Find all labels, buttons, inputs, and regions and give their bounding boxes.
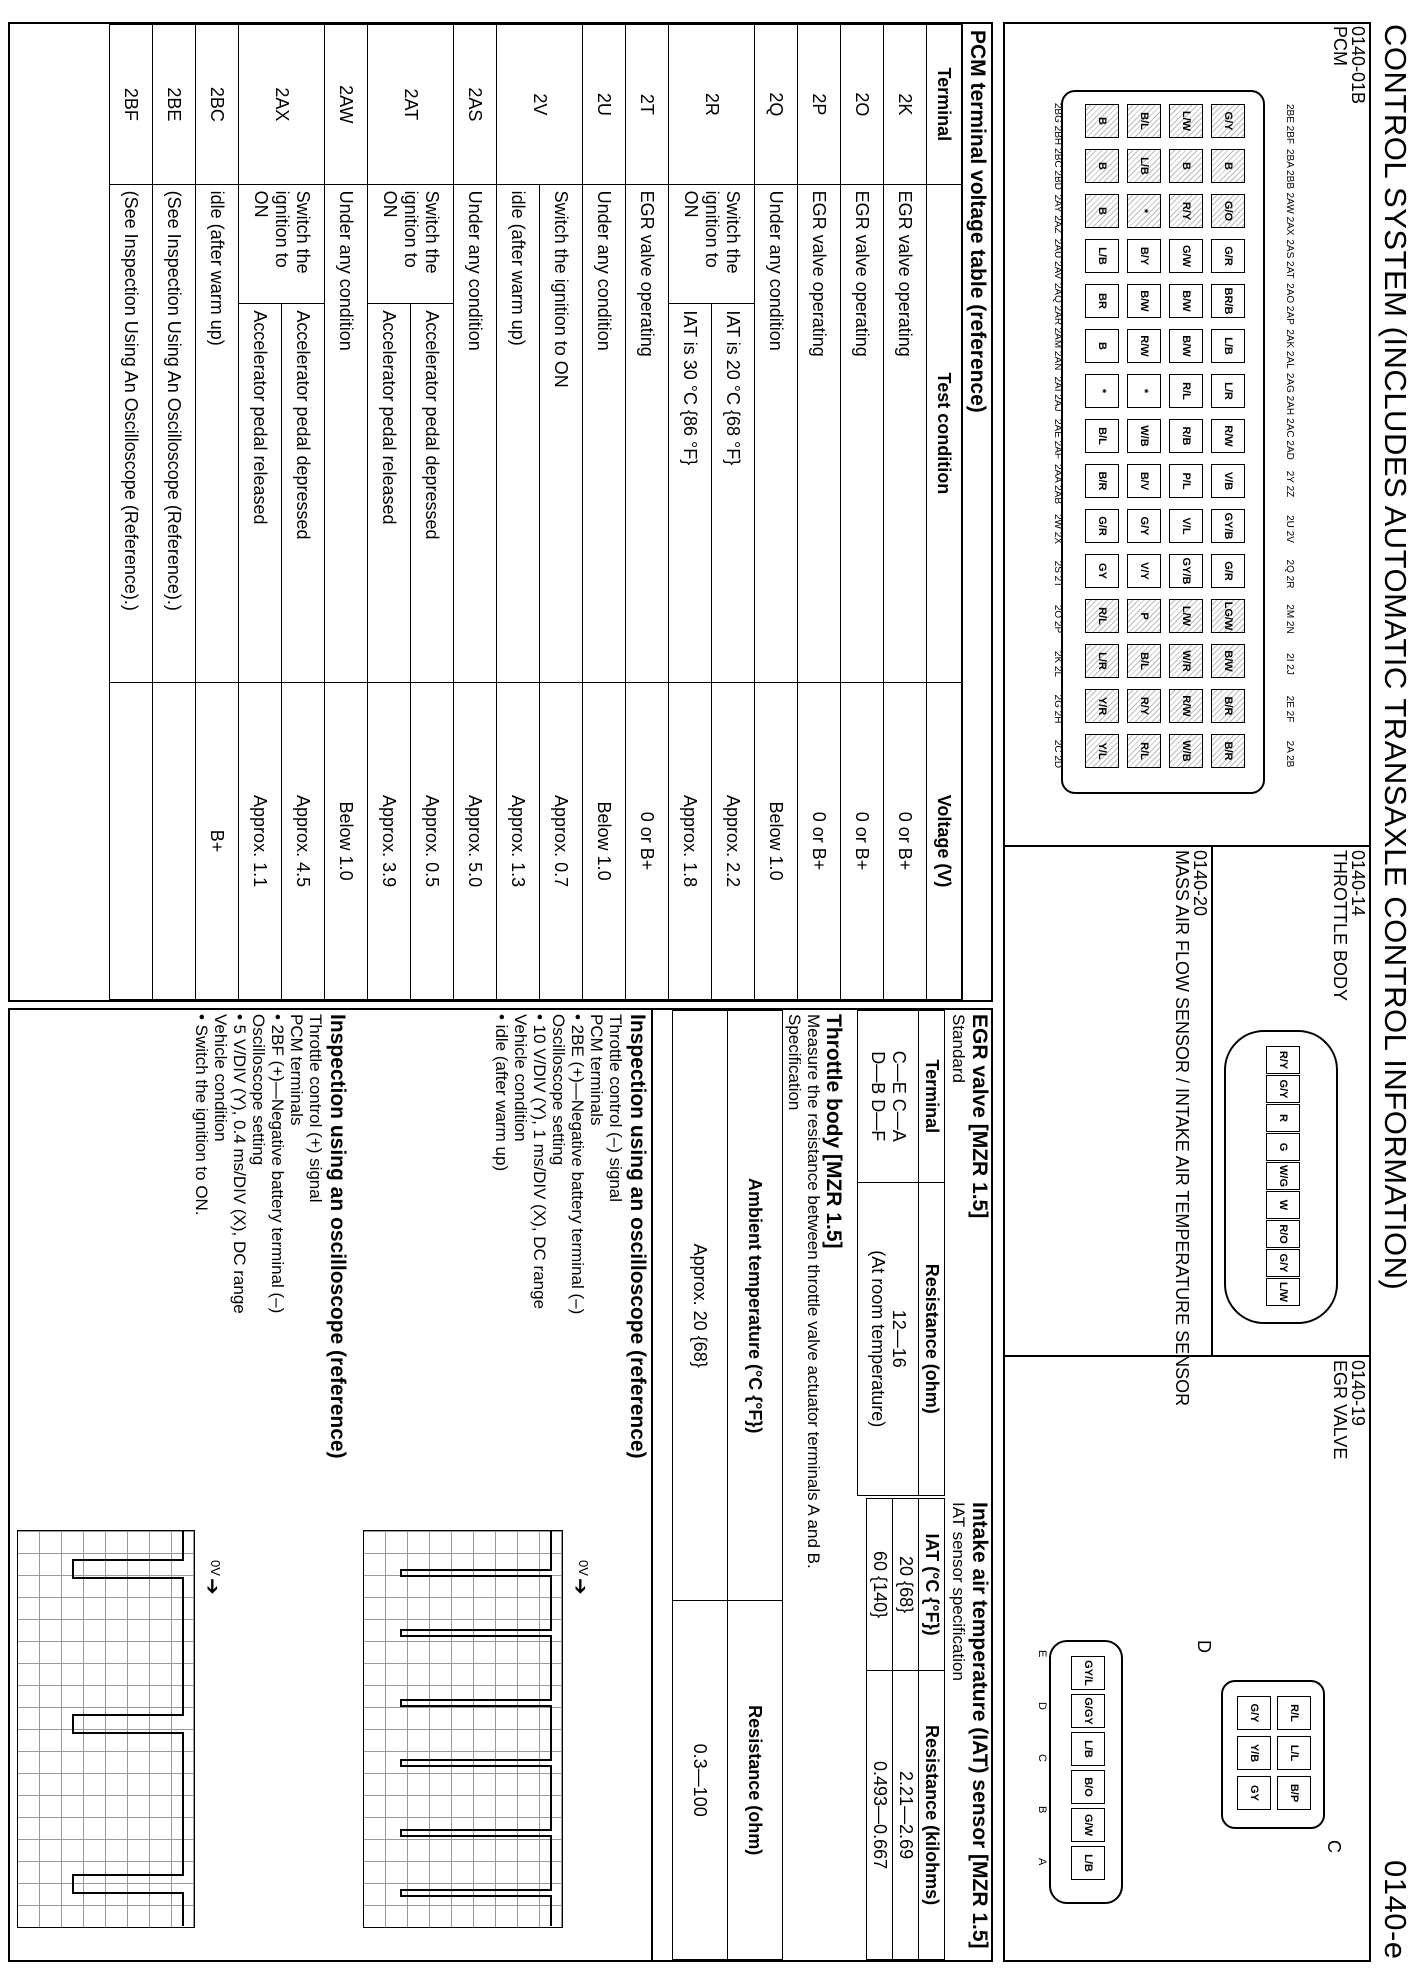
pcm-pin: V/L bbox=[1169, 509, 1203, 543]
pcm-pin: B/R bbox=[1211, 689, 1245, 723]
pcm-pin-label: 2BC 2BD bbox=[1052, 148, 1063, 190]
maf-pin: G/GY bbox=[1071, 1694, 1105, 1728]
pcm-pin-label: 2AI 2AJ bbox=[1052, 376, 1063, 412]
maf-pin-letters bbox=[1028, 1650, 1048, 1890]
pcm-pin: V/Y bbox=[1127, 554, 1161, 588]
pcm-voltage-table bbox=[109, 24, 962, 1000]
pcm-pin: R/L bbox=[1085, 599, 1119, 633]
pcm-pin: B bbox=[1085, 149, 1119, 183]
voltage-cell: 0 or B+ bbox=[798, 683, 841, 1000]
condition-cell: (See Inspection Using An Oscilloscope (Reference).) bbox=[153, 184, 196, 682]
egr-resistance-note: (At room temperature) bbox=[868, 1250, 888, 1428]
pcm-pin: B/W bbox=[1127, 284, 1161, 318]
throttle-pin: R/O bbox=[1266, 1220, 1300, 1248]
pcm-pin-labels-top bbox=[1267, 102, 1295, 782]
maf-pin: G/W bbox=[1071, 1808, 1105, 1842]
throttle-pin: W bbox=[1266, 1191, 1300, 1219]
table-row bbox=[798, 25, 841, 1000]
pcm-pin: B/R bbox=[1085, 464, 1119, 498]
col-terminal: Terminal bbox=[927, 25, 962, 185]
pcm-pin: B bbox=[1085, 329, 1119, 363]
pcm-pin: B/W bbox=[1211, 644, 1245, 678]
pcm-pin: * bbox=[1127, 194, 1161, 228]
pcm-pin: V/B bbox=[1211, 464, 1245, 498]
condition-cell: Under any condition bbox=[454, 184, 497, 682]
pcm-pin: L/B bbox=[1211, 329, 1245, 363]
terminal-cell: 2K bbox=[884, 25, 927, 185]
maf-pin-letter: E bbox=[1036, 1650, 1048, 1658]
col-condition: Test condition bbox=[927, 184, 962, 682]
pcm-pin: Y/R bbox=[1085, 689, 1119, 723]
pcm-pin: B bbox=[1085, 104, 1119, 138]
pcm-pin: R/L bbox=[1169, 374, 1203, 408]
pcm-pin: R/W bbox=[1127, 329, 1161, 363]
pcm-pin-label: 2AO 2AP bbox=[1284, 283, 1295, 325]
terminal-cell: 2BE bbox=[153, 25, 196, 185]
pcm-pin: BR bbox=[1085, 284, 1119, 318]
pcm-pin: G/W bbox=[1169, 239, 1203, 273]
pcm-pin-label: 2A 2B bbox=[1284, 740, 1295, 768]
table-row bbox=[411, 25, 454, 1000]
pcm-pin-label: 2AM 2AN bbox=[1052, 327, 1063, 371]
scope1-notes bbox=[492, 1014, 625, 1314]
maf-pin: L/B bbox=[1071, 1846, 1105, 1880]
voltage-cell: Below 1.0 bbox=[755, 683, 798, 1000]
voltage-cell: B+ bbox=[196, 683, 239, 1000]
pcm-pin: Y/L bbox=[1085, 734, 1119, 768]
maf-pin: GY/L bbox=[1071, 1656, 1105, 1690]
pcm-pin-label: 2AY 2AZ bbox=[1052, 194, 1063, 234]
throttle-name: THROTTLE BODY bbox=[1330, 850, 1350, 1002]
voltage-cell: Approx. 0.5 bbox=[411, 683, 454, 1000]
pcm-pin: W/B bbox=[1169, 734, 1203, 768]
subcondition-cell: Accelerator pedal depressed bbox=[411, 304, 454, 683]
pcm-pin: * bbox=[1085, 374, 1119, 408]
voltage-cell: Approx. 5.0 bbox=[454, 683, 497, 1000]
egr-code: 0140-19 bbox=[1348, 1360, 1368, 1427]
pcm-pin-label: 2I 2J bbox=[1284, 653, 1295, 675]
throttle-pin: G bbox=[1266, 1133, 1300, 1161]
throttle-pin: L/W bbox=[1266, 1278, 1300, 1306]
voltage-cell: 0 or B+ bbox=[626, 683, 669, 1000]
terminal-cell: 2AS bbox=[454, 25, 497, 185]
pcm-pin: G/R bbox=[1085, 509, 1119, 543]
throttle-col-temp: Ambient temperature (°C {°F}) bbox=[728, 1011, 783, 1601]
pcm-pin: B/L bbox=[1127, 644, 1161, 678]
table-row bbox=[626, 25, 669, 1000]
throttle-spec-label: Specification bbox=[785, 1014, 804, 1111]
table-row bbox=[196, 25, 239, 1000]
col-voltage: Voltage (V) bbox=[927, 683, 962, 1000]
maf-code: 0140-20 bbox=[1190, 850, 1210, 917]
pcm-pin: G/Y bbox=[1127, 509, 1161, 543]
pcm-pin-label: 2BA 2BB bbox=[1284, 148, 1295, 190]
iat-spec-title: Intake air temperature (IAT) sensor [MZR 1.5] bbox=[968, 1502, 991, 1949]
pcm-pin-label: 2M 2N bbox=[1284, 604, 1295, 634]
pcm-pin: W/B bbox=[1127, 419, 1161, 453]
pcm-code: 0140-01B bbox=[1348, 26, 1368, 105]
terminal-cell: 2T bbox=[626, 25, 669, 185]
maf-pin: B/O bbox=[1071, 1770, 1105, 1804]
table-row bbox=[884, 25, 927, 1000]
voltage-cell: Below 1.0 bbox=[325, 683, 368, 1000]
pcm-pin: G/O bbox=[1211, 194, 1245, 228]
voltage-cell: 0 or B+ bbox=[841, 683, 884, 1000]
throttle-code: 0140-14 bbox=[1348, 850, 1368, 917]
pcm-pin: G/Y bbox=[1211, 104, 1245, 138]
scope2-note-line: PCM terminals bbox=[287, 1014, 306, 1126]
table-row bbox=[454, 25, 497, 1000]
maf-pin: L/B bbox=[1071, 1732, 1105, 1766]
pcm-voltage-table-panel bbox=[8, 22, 993, 1002]
iat-temp-2: 60 {140} bbox=[867, 1499, 893, 1671]
subcondition-cell: Accelerator pedal released bbox=[239, 304, 282, 683]
table-row bbox=[712, 25, 755, 1000]
throttle-col-resistance: Resistance (ohm) bbox=[728, 1601, 783, 1960]
egr-connector-diagram bbox=[1221, 1680, 1325, 1829]
scope2-note-line: Throttle control (+) signal bbox=[306, 1014, 325, 1203]
terminal-cell: 2P bbox=[798, 25, 841, 185]
scope2-note-line: • 2BF (+)—Negative battery terminal (–) bbox=[268, 1014, 287, 1314]
pcm-pin-label: 2O 2P bbox=[1052, 604, 1063, 634]
pcm-pin: G/R bbox=[1211, 554, 1245, 588]
maf-pin-letter: C bbox=[1036, 1754, 1048, 1762]
terminal-cell: 2BF bbox=[110, 25, 153, 185]
scope1-note-line: • 10 V/DIV (Y), 1 ms/DIV (X), DC range bbox=[530, 1014, 549, 1310]
pcm-connector-diagram bbox=[1061, 90, 1265, 794]
terminal-cell: 2AT bbox=[368, 25, 454, 185]
throttle-spec-table bbox=[672, 1010, 783, 1960]
pcm-pin: B/R bbox=[1211, 734, 1245, 768]
pcm-pin-label: 2G 2H bbox=[1052, 694, 1063, 724]
egr-pin: G/Y bbox=[1237, 1696, 1271, 1730]
scope2-title: Inspection using an oscilloscope (reference) bbox=[326, 1014, 349, 1459]
pcm-pin-label: 2AS 2AT bbox=[1284, 239, 1295, 279]
iat-col-resistance: Resistance (kilohms) bbox=[919, 1671, 945, 1960]
egr-col-resistance: Resistance (ohm) bbox=[919, 1182, 945, 1495]
pcm-pin: L/W bbox=[1169, 104, 1203, 138]
condition-cell: EGR valve operating bbox=[884, 184, 927, 682]
condition-cell: EGR valve operating bbox=[841, 184, 884, 682]
scope1-waveform bbox=[365, 1530, 563, 1926]
pcm-pin: L/B bbox=[1085, 239, 1119, 273]
voltage-cell: Approx. 4.5 bbox=[282, 683, 325, 1000]
pcm-pin-label: 2BE 2BF bbox=[1284, 103, 1295, 145]
pcm-pin: R/Y bbox=[1169, 194, 1203, 228]
condition-cell: EGR valve operating bbox=[798, 184, 841, 682]
scope2-notes bbox=[192, 1014, 325, 1314]
pcm-pin: B bbox=[1211, 149, 1245, 183]
condition-cell: EGR valve operating bbox=[626, 184, 669, 682]
scope2-zero-arrow: ➔ bbox=[201, 1578, 223, 1595]
pcm-pin-label: 2AW 2AX bbox=[1284, 192, 1295, 236]
egr-name: EGR VALVE bbox=[1330, 1360, 1350, 1460]
subcondition-cell: IAT is 30 °C {86 °F} bbox=[669, 304, 712, 683]
divider bbox=[651, 1010, 653, 1960]
condition-cell: (See Inspection Using An Oscilloscope (Reference).) bbox=[110, 184, 153, 682]
pcm-pin: GY bbox=[1085, 554, 1119, 588]
pcm-pin: R/W bbox=[1211, 419, 1245, 453]
egr-pin: GY bbox=[1237, 1776, 1271, 1810]
egr-terminals-2: D—B D—F bbox=[868, 1051, 888, 1142]
maf-pin-letter: B bbox=[1036, 1806, 1048, 1814]
divider bbox=[1211, 845, 1213, 1355]
pcm-pin: L/W bbox=[1169, 599, 1203, 633]
pcm-pin-label: 2S 2T bbox=[1052, 560, 1063, 588]
pcm-pin-label: 2BG 2BH bbox=[1052, 102, 1063, 146]
table-row bbox=[755, 25, 798, 1000]
egr-col-terminal: Terminal bbox=[919, 1011, 945, 1183]
pcm-pin: * bbox=[1127, 374, 1161, 408]
scope1-title: Inspection using an oscilloscope (reference) bbox=[626, 1014, 649, 1459]
pcm-pin: P bbox=[1127, 599, 1161, 633]
maf-name: MASS AIR FLOW SENSOR / INTAKE AIR TEMPERATURE SENSOR bbox=[1172, 850, 1192, 1407]
pcm-name: PCM bbox=[1330, 26, 1350, 66]
voltage-cell: Approx. 2.2 bbox=[712, 683, 755, 1000]
pcm-pin-label: 2AK 2AL bbox=[1284, 329, 1295, 369]
pcm-pin-label: 2U 2V bbox=[1284, 515, 1295, 543]
table-row bbox=[325, 25, 368, 1000]
condition-cell: Under any condition bbox=[325, 184, 368, 682]
throttle-connector-diagram bbox=[1224, 1030, 1338, 1324]
pcm-pin: GY/B bbox=[1169, 554, 1203, 588]
condition-cell: Switch the ignition to ON bbox=[669, 184, 755, 304]
pcm-pin: L/R bbox=[1211, 374, 1245, 408]
pcm-pin-label: 2AG 2AH bbox=[1284, 372, 1295, 416]
scope2-note-line: Oscilloscope setting bbox=[249, 1014, 268, 1166]
scope1-zero-arrow: ➔ bbox=[569, 1578, 591, 1595]
throttle-pin: W/G bbox=[1266, 1162, 1300, 1190]
pcm-pin: P/L bbox=[1169, 464, 1203, 498]
pcm-pin-label: 2AQ 2AR bbox=[1052, 282, 1063, 326]
pcm-table-title: PCM terminal voltage table (reference) bbox=[962, 24, 991, 1000]
pcm-pin-label: 2AA 2AB bbox=[1052, 463, 1063, 505]
terminal-cell: 2AX bbox=[239, 25, 325, 185]
voltage-cell: Below 1.0 bbox=[583, 683, 626, 1000]
scope1-note-line: Oscilloscope setting bbox=[549, 1014, 568, 1166]
pcm-pin-label: 2E 2F bbox=[1284, 695, 1295, 723]
voltage-cell bbox=[153, 683, 196, 1000]
pcm-pin: B/W bbox=[1169, 329, 1203, 363]
table-row bbox=[583, 25, 626, 1000]
subcondition-cell: Accelerator pedal released bbox=[368, 304, 411, 683]
pcm-pin: B/W bbox=[1169, 284, 1203, 318]
pcm-pin: GY/B bbox=[1211, 509, 1245, 543]
table-row bbox=[540, 25, 583, 1000]
scope1-note-line: Vehicle condition bbox=[511, 1014, 530, 1142]
condition-cell: idle (after warm up) bbox=[196, 184, 239, 682]
pcm-pin: B/L bbox=[1085, 419, 1119, 453]
pcm-pin: B bbox=[1169, 149, 1203, 183]
egr-spec-table bbox=[857, 1010, 945, 1496]
throttle-pin: R bbox=[1266, 1104, 1300, 1132]
pcm-pin-label: 2K 2L bbox=[1052, 650, 1063, 678]
maf-pin-letter: D bbox=[1036, 1702, 1048, 1710]
throttle-pin: G/Y bbox=[1266, 1075, 1300, 1103]
iat-spec-label: IAT sensor specification bbox=[949, 1502, 968, 1681]
pcm-pin: B bbox=[1085, 194, 1119, 228]
scope1-zero-label: 0V bbox=[576, 1560, 591, 1576]
egr-pin: R/L bbox=[1277, 1696, 1311, 1730]
table-row bbox=[282, 25, 325, 1000]
terminal-cell: 2V bbox=[497, 25, 583, 185]
page-code: 0140-e bbox=[1378, 1860, 1413, 1960]
waveform-trace bbox=[401, 1530, 551, 1926]
iat-temp-1: 20 {68} bbox=[893, 1499, 919, 1671]
throttle-pin: G/Y bbox=[1266, 1249, 1300, 1277]
table-row bbox=[110, 25, 153, 1000]
pcm-pin: L/R bbox=[1085, 644, 1119, 678]
page-title: CONTROL SYSTEM (INCLUDES AUTOMATIC TRANSAXLE CONTROL INFORMATION) bbox=[1378, 24, 1413, 1291]
condition-cell: Switch the ignition to ON bbox=[239, 184, 325, 304]
voltage-cell: Approx. 1.3 bbox=[497, 683, 540, 1000]
voltage-cell: Approx. 0.7 bbox=[540, 683, 583, 1000]
egr-pin: L/L bbox=[1277, 1736, 1311, 1770]
pcm-pin: R/W bbox=[1169, 689, 1203, 723]
pcm-pin: G/R bbox=[1211, 239, 1245, 273]
egr-pin: B/P bbox=[1277, 1776, 1311, 1810]
subcondition-cell: IAT is 20 °C {68 °F} bbox=[712, 304, 755, 683]
pcm-pin: R/B bbox=[1169, 419, 1203, 453]
scope2-note-line: • Switch the ignition to ON. bbox=[192, 1014, 211, 1216]
condition-cell: idle (after warm up) bbox=[497, 184, 540, 682]
condition-cell: Under any condition bbox=[583, 184, 626, 682]
pcm-pin: BR/B bbox=[1211, 284, 1245, 318]
terminal-cell: 2BC bbox=[196, 25, 239, 185]
pcm-pin-label: 2W 2X bbox=[1052, 513, 1063, 544]
pcm-pin: B/L bbox=[1127, 104, 1161, 138]
voltage-cell: Approx. 1.1 bbox=[239, 683, 282, 1000]
throttle-temp: Approx. 20 {68} bbox=[673, 1011, 728, 1601]
egr-spec-title: EGR valve [MZR 1.5] bbox=[968, 1014, 991, 1219]
egr-pin: Y/B bbox=[1237, 1736, 1271, 1770]
pcm-pin: LG/W bbox=[1211, 599, 1245, 633]
pcm-pin: W/R bbox=[1169, 644, 1203, 678]
condition-cell: Switch the ignition to ON bbox=[540, 184, 583, 682]
scope1-note-line: PCM terminals bbox=[587, 1014, 606, 1126]
egr-letter-c: C bbox=[1324, 1840, 1344, 1853]
scope2-note-line: Vehicle condition bbox=[211, 1014, 230, 1142]
throttle-spec-text: Measure the resistance between throttle valve actuator terminals A and B. bbox=[804, 1014, 823, 1569]
scope2-waveform bbox=[19, 1530, 195, 1926]
pcm-pin-label: 2AE 2AF bbox=[1052, 418, 1063, 460]
pcm-pin: R/Y bbox=[1127, 689, 1161, 723]
pcm-pin: B/V bbox=[1127, 464, 1161, 498]
egr-spec-label: Standard bbox=[949, 1014, 968, 1083]
pcm-pin: R/L bbox=[1127, 734, 1161, 768]
terminal-cell: 2O bbox=[841, 25, 884, 185]
pcm-pin-label: 2C 2D bbox=[1052, 739, 1063, 769]
voltage-cell: 0 or B+ bbox=[884, 683, 927, 1000]
throttle-pin: R/Y bbox=[1266, 1046, 1300, 1074]
terminal-cell: 2AW bbox=[325, 25, 368, 185]
condition-cell: Under any condition bbox=[755, 184, 798, 682]
table-row bbox=[153, 25, 196, 1000]
terminal-cell: 2R bbox=[669, 25, 755, 185]
iat-col-temp: IAT (°C {°F}) bbox=[919, 1499, 945, 1671]
egr-terminals-1: C—E C—A bbox=[889, 1050, 909, 1142]
terminal-cell: 2U bbox=[583, 25, 626, 185]
pcm-pin: L/B bbox=[1127, 149, 1161, 183]
waveform-trace bbox=[73, 1530, 183, 1926]
subcondition-cell: Accelerator pedal depressed bbox=[282, 304, 325, 683]
iat-spec-table bbox=[866, 1498, 945, 1960]
condition-cell: Switch the ignition to ON bbox=[368, 184, 454, 304]
throttle-resistance: 0.3—100 bbox=[673, 1601, 728, 1960]
throttle-spec-title: Throttle body [MZR 1.5] bbox=[822, 1014, 845, 1249]
scope2-note-line: • 5 V/DIV (Y), 0.4 ms/DIV (X), DC range bbox=[230, 1014, 249, 1314]
divider bbox=[1003, 845, 1371, 847]
table-row bbox=[841, 25, 884, 1000]
egr-letter-d: D bbox=[1194, 1640, 1214, 1653]
voltage-cell: Approx. 1.8 bbox=[669, 683, 712, 1000]
iat-res-2: 0.493—0.667 bbox=[867, 1671, 893, 1960]
voltage-cell bbox=[110, 683, 153, 1000]
maf-connector-diagram bbox=[1049, 1640, 1123, 1904]
pcm-pin-label: 2AC 2AD bbox=[1284, 418, 1295, 460]
pcm-pin-labels-bottom bbox=[1035, 102, 1063, 782]
scope1-note-line: • idle (after warm up) bbox=[492, 1014, 511, 1172]
egr-resistance: 12—16 bbox=[889, 1309, 909, 1368]
pcm-pin-label: 2Y 2Z bbox=[1284, 470, 1295, 498]
iat-res-1: 2.21—2.69 bbox=[893, 1671, 919, 1960]
voltage-cell: Approx. 3.9 bbox=[368, 683, 411, 1000]
terminal-cell: 2Q bbox=[755, 25, 798, 185]
pcm-pin: B/Y bbox=[1127, 239, 1161, 273]
pcm-pin-label: 2AU 2AV bbox=[1052, 238, 1063, 280]
scope1-note-line: Throttle control (–) signal bbox=[606, 1014, 625, 1203]
scope2-zero-label: 0V bbox=[208, 1560, 223, 1576]
pcm-pin-label: 2Q 2R bbox=[1284, 559, 1295, 589]
scope1-note-line: • 2BE (+)—Negative battery terminal (–) bbox=[568, 1014, 587, 1315]
maf-pin-letter: A bbox=[1036, 1858, 1048, 1866]
